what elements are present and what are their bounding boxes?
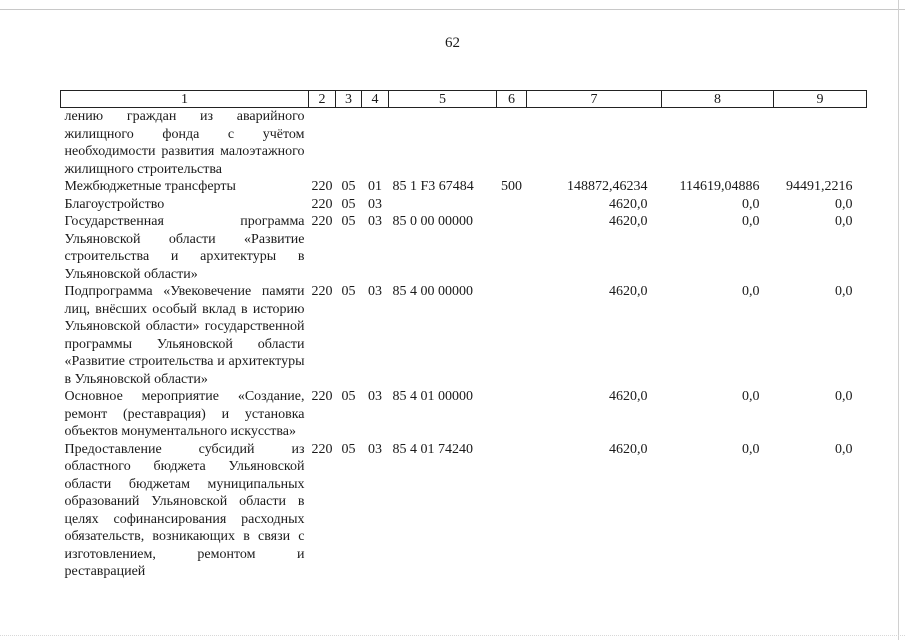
cell-col3: 05 (341, 179, 356, 194)
cell-col6 (497, 196, 527, 214)
cell-col5: 85 0 00 00000 (392, 214, 473, 229)
table-row (61, 388, 867, 441)
cell-col2: 220 (311, 389, 333, 404)
cell-col9: 0,0 (835, 284, 853, 299)
row-name: Благоустройство (64, 196, 165, 212)
cell-col5: 85 4 00 00000 (392, 284, 473, 299)
cell-col9 (774, 108, 867, 179)
table-row (61, 283, 867, 388)
column-header-4: 4 (362, 91, 389, 108)
cell-col5 (389, 108, 497, 179)
cell-col7: 4620,0 (609, 389, 648, 404)
cell-col8: 0,0 (742, 284, 760, 299)
cell-col8: 0,0 (742, 214, 760, 229)
cell-col2: 220 (311, 179, 333, 194)
cell-col4: 01 (368, 179, 382, 194)
budget-table (60, 90, 867, 581)
table-row (61, 108, 867, 179)
cell-col7 (527, 108, 662, 179)
row-name: Предоставление субсидий из областного бюджета Ульяновской области бюджетам муниципальных образований Ульяновской области в целях софинансирования расходных обязательств, возникающих в связи с изготовлением, ремонтом и реставрацией (64, 441, 305, 579)
cell-col9: 0,0 (835, 441, 853, 457)
column-header-9: 9 (774, 91, 867, 108)
cell-col4: 03 (368, 389, 382, 404)
cell-col9: 0,0 (835, 214, 853, 229)
cell-col3: 05 (341, 284, 356, 299)
row-name: Подпрограмма «Увековечение памяти лиц, внёсших особый вклад в историю Ульяновской области» государственной программы Ульяновской области «Развитие строительства и архитектуры в Ульяновской области» (64, 284, 305, 387)
cell-col2 (309, 108, 336, 179)
column-header-7: 7 (527, 91, 662, 108)
table-row (61, 441, 867, 581)
scan-artifact-line (0, 635, 905, 636)
cell-col7: 4620,0 (609, 214, 648, 229)
cell-col9: 0,0 (835, 389, 853, 404)
cell-col2: 220 (311, 441, 333, 457)
cell-col8: 0,0 (742, 196, 760, 212)
cell-col3 (336, 108, 362, 179)
cell-col7: 4620,0 (609, 196, 648, 212)
page-edge-top (0, 9, 905, 10)
page-edge-right (898, 0, 899, 640)
cell-col6 (497, 213, 527, 283)
table-row (61, 213, 867, 283)
header-row (61, 91, 867, 108)
cell-col7: 4620,0 (609, 284, 648, 299)
cell-col4 (362, 108, 389, 179)
cell-col4: 03 (368, 284, 382, 299)
cell-col8: 0,0 (742, 441, 760, 457)
cell-col7: 148872,46234 (567, 179, 648, 194)
cell-col6 (497, 388, 527, 441)
cell-col7: 4620,0 (609, 441, 648, 457)
cell-col8 (662, 108, 774, 179)
cell-col5: 85 4 01 74240 (392, 441, 473, 457)
row-name: Межбюджетные трансферты (64, 179, 236, 194)
cell-col4: 03 (368, 214, 382, 229)
cell-col6 (497, 441, 527, 581)
cell-col8: 0,0 (742, 389, 760, 404)
cell-col6 (497, 108, 527, 179)
cell-col6 (497, 283, 527, 388)
column-header-1: 1 (61, 91, 309, 108)
table-row (61, 178, 867, 196)
table-row (61, 196, 867, 214)
column-header-2: 2 (309, 91, 336, 108)
cell-col2: 220 (311, 214, 333, 229)
column-header-6: 6 (497, 91, 527, 108)
column-header-5: 5 (389, 91, 497, 108)
cell-col5: 85 1 F3 67484 (392, 179, 474, 194)
cell-col3: 05 (341, 441, 356, 457)
cell-col3: 05 (341, 389, 356, 404)
cell-col2: 220 (311, 196, 333, 212)
row-name: Основное мероприятие «Создание, ремонт (реставрация) и установка объектов монументального искусства» (64, 389, 305, 439)
page-number: 62 (445, 35, 460, 51)
cell-col6: 500 (501, 179, 522, 194)
row-name: Государственная программа Ульяновской области «Развитие строительства и архитектуры в Ульяновской области» (64, 214, 305, 282)
cell-col5: 85 4 01 00000 (392, 389, 473, 404)
cell-col3: 05 (341, 214, 356, 229)
cell-col4: 03 (368, 441, 382, 457)
cell-col3: 05 (341, 196, 356, 212)
column-header-3: 3 (336, 91, 362, 108)
cell-col9: 0,0 (835, 196, 853, 212)
cell-col8: 114619,04886 (679, 179, 760, 194)
column-header-8: 8 (662, 91, 774, 108)
row-name: лению граждан из аварийного жилищного фонда с учётом необходимости развития малоэтажного жилищного строительства (64, 109, 305, 177)
cell-col2: 220 (311, 284, 333, 299)
cell-col9: 94491,2216 (786, 179, 853, 194)
cell-col4: 03 (368, 196, 382, 212)
cell-col5 (389, 196, 497, 214)
